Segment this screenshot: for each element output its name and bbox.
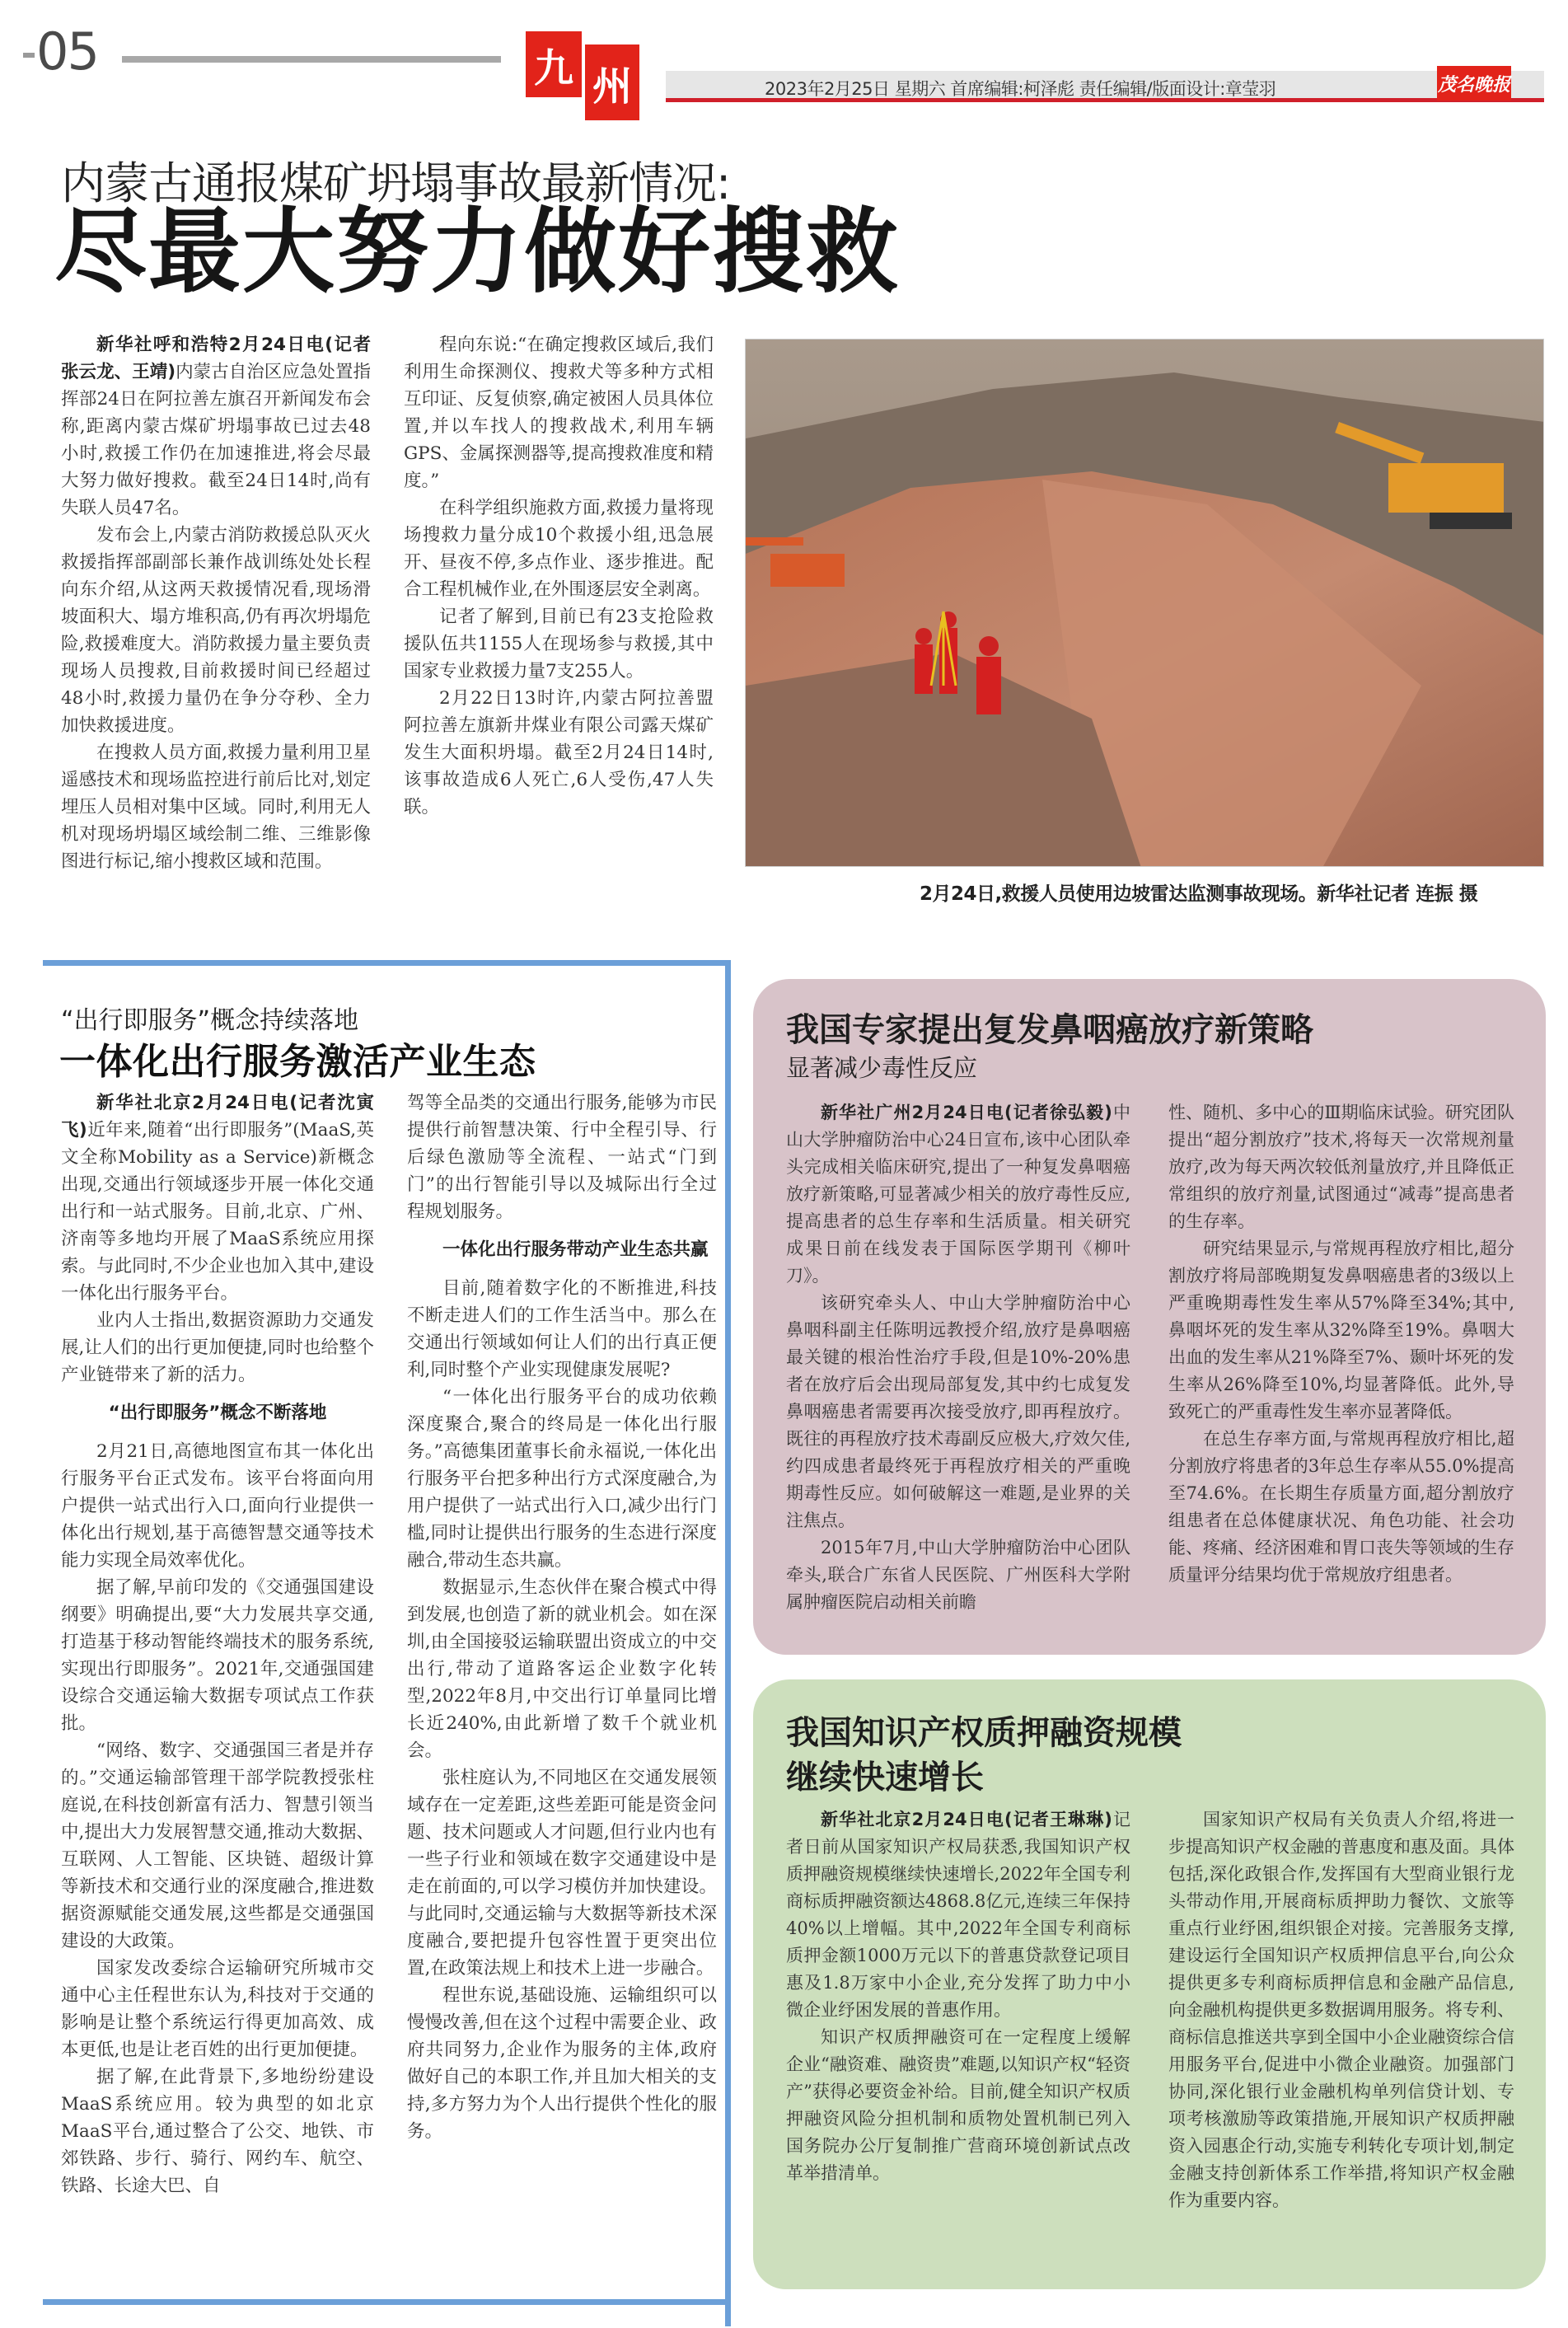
maas-paragraph: “一体化出行服务平台的成功依赖深度聚合,聚合的终局是一体化出行服务。”高德集团董事长俞永福说,一体化出行服务平台把多种出行方式深度融合,为用户提供了一站式出行入口,减少出行门槛,同时让提供出行服务的生态进行深度融合,带动生态共赢。 <box>407 1387 717 1571</box>
maas-paragraph: 业内人士指出,数据资源助力交通发展,让人们的出行更加便捷,同时也给整个产业链带来了新的活力。 <box>61 1310 374 1385</box>
maas-paragraph: 2月21日,高德地图宣布其一体化出行服务平台正式发布。该平台将面向用户提供一站式出行入口,面向行业提供一体化出行规划,基于高德智慧交通等技术能力实现全局效率优化。 <box>61 1441 374 1571</box>
lead-paragraph: 在科学组织施救方面,救援力量将现场搜救力量分成10个救援小组,迅急展开、昼夜不停,多点作业、逐步推进。配合工程机械作业,在外围逐层安全剥离。 <box>404 498 714 600</box>
cancer-byline: 新华社广州2月24日电(记者徐弘毅) <box>821 1103 1112 1122</box>
maas-kicker: “出行即服务”概念持续落地 <box>61 1006 359 1035</box>
rescue-photo <box>745 339 1544 867</box>
maas-paragraph: “网络、数字、交通强国三者是并存的。”交通运输部管理干部学院教授张柱庭说,在科技创新富有活力、智慧引领当中,提出大力发展智慧交通,推动大数据、互联网、人工智能、区块链、超级计算等新技术和交通行业的深度融合,推进数据资源赋能交通发展,这些都是交通强国建设的大政策。 <box>61 1740 374 1951</box>
ip-paragraph: 知识产权质押融资可在一定程度上缓解企业“融资难、融资贵”难题,以知识产权“轻资产”获得必要资金补给。目前,健全知识产权质押融资风险分担机制和质物处置机制已列入国务院办公厅复制推广营商环境创新试点改革举措清单。 <box>786 2027 1130 2183</box>
section-logo-char-2: 州 <box>585 44 639 120</box>
lead-headline: 尽最大努力做好搜救 <box>54 199 900 306</box>
maas-paragraph: 据了解,在此背景下,多地纷纷建设MaaS系统应用。较为典型的如北京MaaS平台,通过整合了公交、地铁、市郊铁路、步行、骑行、网约车、航空、铁路、长途大巴、自 <box>61 2067 374 2196</box>
maas-paragraph: 目前,随着数字化的不断推进,科技不断走进人们的工作生活当中。那么在交通出行领域如何让人们的出行真正便利,同时整个产业实现健康发展呢? <box>407 1278 717 1380</box>
page-number-rule <box>122 56 501 63</box>
cancer-paragraph: 2015年7月,中山大学肿瘤防治中心团队牵头,联合广东省人民医院、广州医科大学附属肿瘤医院启动相关前瞻 <box>786 1538 1130 1612</box>
lead-paragraph: 在搜救人员方面,救援力量利用卫星遥感技术和现场监控进行前后比对,划定埋压人员相对集中区域。同时,利用无人机对现场坍塌区域绘制二维、三维影像图进行标记,缩小搜救区域和范围。 <box>61 742 371 872</box>
maas-paragraph: 驾等全品类的交通出行服务,能够为市民提供行前智慧决策、行中全程引导、行后绿色激励等全流程、一站式“门到门”的出行智能引导以及城际出行全过程规划服务。 <box>407 1093 717 1222</box>
ip-headline-line-1: 我国知识产权质押融资规模 <box>786 1714 1182 1752</box>
cancer-article-column-2 <box>1168 1099 1514 1635</box>
maas-subhead-1: “出行即服务”概念不断落地 <box>108 1403 327 1423</box>
maas-headline: 一体化出行服务激活产业生态 <box>59 1041 536 1083</box>
cancer-paragraph: 该研究牵头人、中山大学肿瘤防治中心鼻咽科副主任陈明远教授介绍,放疗是鼻咽癌最关键的根治性治疗手段,但是10%-20%患者在放疗后会出现局部复发,其中约七成复发鼻咽癌患者需要再次接受放疗,即再程放疗。既往的再程放疗技术毒副反应极大,疗效欠佳,约四成患者最终死于再程放疗相关的严重晚期毒性反应。如何破解这一难题,是业界的关注焦点。 <box>786 1293 1130 1530</box>
lead-article-column-2 <box>404 331 714 908</box>
cancer-paragraph: 中山大学肿瘤防治中心24日宣布,该中心团队牵头完成相关临床研究,提出了一种复发鼻咽癌放疗新策略,可显著减少相关的放疗毒性反应,提高患者的总生存率和生活质量。相关研究成果日前在线发表于国际医学期刊《柳叶刀》。 <box>786 1103 1130 1286</box>
section-logo-char-1: 九 <box>526 31 582 97</box>
lead-paragraph: 内蒙古自治区应急处置指挥部24日在阿拉善左旗召开新闻发布会称,距离内蒙古煤矿坍塌事故已过去48小时,救援工作仍在加速推进,将会尽最大努力做好搜救。截至24日14时,尚有失联人员47名。 <box>61 362 371 518</box>
cancer-headline: 我国专家提出复发鼻咽癌放疗新策略 <box>786 1011 1313 1049</box>
cancer-article-column-1 <box>786 1099 1130 1635</box>
maas-paragraph: 程世东说,基础设施、运输组织可以慢慢改善,但在这个过程中需要企业、政府共同努力,企业作为服务的主体,政府做好自己的本职工作,并且加大相关的支持,多方努力为个人出行提供个性化的服务。 <box>407 1985 717 2142</box>
rescuer-1 <box>915 628 933 694</box>
rescuer-3 <box>976 636 1001 714</box>
ip-byline: 新华社北京2月24日电(记者王琳琳) <box>821 1810 1112 1829</box>
ip-paragraph: 记者日前从国家知识产权局获悉,我国知识产权质押融资规模继续快速增长,2022年全国专利商标质押融资额达4868.8亿元,连续三年保持40%以上增幅。其中,2022年全国专利商标质押金额1000万元以下的普惠贷款登记项目惠及1.8万家中小企业,充分发挥了助力中小微企业纾困发展的普惠作用。 <box>786 1810 1130 2020</box>
maas-article-column-2 <box>407 1089 717 2293</box>
ip-article-column-2 <box>1168 1806 1514 2268</box>
dateline-bar <box>666 71 1544 102</box>
maas-paragraph: 国家发改委综合运输研究所城市交通中心主任程世东认为,科技对于交通的影响是让整个系统运行得更加高效、成本更低,也是让老百姓的出行更加便捷。 <box>61 1958 374 2060</box>
cancer-paragraph: 研究结果显示,与常规再程放疗相比,超分割放疗将局部晚期复发鼻咽癌患者的3级以上严重晚期毒性发生率从57%降至34%;其中,鼻咽坏死的发生率从32%降至19%。鼻咽大出血的发生率从21%降至7%、颞叶坏死的发生率从26%降至10%,均显著降低。此外,导致死亡的严重毒性发生率亦显著降低。 <box>1168 1239 1514 1422</box>
ip-headline <box>786 1711 1182 1800</box>
paper-logo: 茂名晚报 <box>1437 66 1511 101</box>
maas-story-bottom-rule <box>43 2299 731 2305</box>
cancer-paragraph: 在总生存率方面,与常规再程放疗相比,超分割放疗将患者的3年总生存率从55.0%提高至74.6%。在长期生存质量方面,超分割放疗组患者在总体健康状况、角色功能、社会功能、疼痛、经济困难和胃口丧失等领域的生存质量评分结果均优于常规放疗组患者。 <box>1168 1429 1514 1585</box>
photo-caption: 2月24日,救援人员使用边坡雷达监测事故现场。新华社记者 连振 摄 <box>920 883 1478 905</box>
maas-article-column-1 <box>61 1089 374 2293</box>
cancer-subtitle: 显著减少毒性反应 <box>786 1054 978 1082</box>
maas-paragraph: 张柱庭认为,不同地区在交通发展领域存在一定差距,这些差距可能是资金问题、技术问题或人才问题,但行业内也有一些子行业和领域在数字交通建设中是走在前面的,可以学习模仿并加快建设。与此同时,交通运输与大数据等新技术深度融合,要把提升包容性置于更突出位置,在政策法规上和技术上进一步融合。 <box>407 1768 717 1979</box>
page-number: 05 <box>23 26 98 77</box>
ip-paragraph: 国家知识产权局有关负责人介绍,将进一步提高知识产权金融的普惠度和惠及面。具体包括,深化政银合作,发挥国有大型商业银行龙头带动作用,开展商标质押助力餐饮、文旅等重点行业纾困,组织银企对接。完善服务支撑,建设运行全国知识产权质押信息平台,向公众提供更多专利商标质押信息和金融产品信息,向金融机构提供更多数据调用服务。将专利、商标信息推送共享到全国中小企业融资综合信用服务平台,促进中小微企业融资。加强部门协同,深化银行业金融机构单列信贷计划、专项考核激励等政策措施,开展知识产权质押融资入园惠企行动,实施专利转化专项计划,制定金融支持创新体系工作举措,将知识产权金融作为重要内容。 <box>1168 1810 1514 2210</box>
lead-paragraph: 2月22日13时许,内蒙古阿拉善盟阿拉善左旗新井煤业有限公司露天煤矿发生大面积坍塌。截至2月24日14时,该事故造成6人死亡,6人受伤,47人失联。 <box>404 688 714 817</box>
maas-paragraph: 近年来,随着“出行即服务”(MaaS,英文全称Mobility as a Service)新概念出现,交通出行领域逐步开展一体化交通出行和一站式服务。目前,北京、广州、济南等多地均开展了MaaS系统应用探索。与此同时,不少企业也加入其中,建设一体化出行服务平台。 <box>61 1120 374 1304</box>
maas-paragraph: 据了解,早前印发的《交通强国建设纲要》明确提出,要“大力发展共享交通,打造基于移动智能终端技术的服务系统,实现出行即服务”。2021年,交通强国建设综合交通运输大数据专项试点工作获批。 <box>61 1577 374 1734</box>
maas-paragraph: 数据显示,生态伙伴在聚合模式中得到发展,也创造了新的就业机会。如在深圳,由全国接驳运输联盟出资成立的中交出行,带动了道路客运企业数字化转型,2022年8月,中交出行订单量同比增长近240%,由此新增了数千个就业机会。 <box>407 1577 717 1761</box>
maas-byline: 新华社北京2月24日电(记者沈寅飞) <box>61 1093 374 1141</box>
lead-article-column-1 <box>61 331 371 908</box>
cancer-paragraph: 性、随机、多中心的Ⅲ期临床试验。研究团队提出“超分割放疗”技术,将每天一次常规剂量放疗,改为每天两次较低剂量放疗,并且降低正常组织的放疗剂量,试图通过“减毒”提高患者的生存率。 <box>1168 1103 1514 1231</box>
lead-paragraph: 记者了解到,目前已有23支抢险救援队伍共1155人在现场参与救援,其中国家专业救援力量7支255人。 <box>404 607 714 682</box>
maas-subhead-2: 一体化出行服务带动产业生态共赢 <box>442 1239 709 1260</box>
lead-byline: 新华社呼和浩特2月24日电(记者张云龙、王靖) <box>61 335 371 382</box>
lead-paragraph: 程向东说:“在确定搜救区域后,我们利用生命探测仪、搜救犬等多种方式相互印证、反复侦察,确定被困人员具体位置,并以车找人的搜救战术,利用车辆GPS、金属探测器等,提高搜救准度和精度。” <box>404 335 714 491</box>
lead-kicker: 内蒙古通报煤矿坍塌事故最新情况: <box>61 157 731 209</box>
lead-paragraph: 发布会上,内蒙古消防救援总队灭火救援指挥部副部长兼作战训练处处长程向东介绍,从这两天救援情况看,现场滑坡面积大、塌方堆积高,仍有再次坍塌危险,救援难度大。消防救援力量主要负责现场人员搜救,目前救援时间已经超过48小时,救援力量仍在争分夺秒、全力加快救援进度。 <box>61 525 371 736</box>
ip-headline-line-2: 继续快速增长 <box>786 1759 984 1796</box>
dateline: 2023年2月25日 星期六 首席编辑:柯泽彪 责任编辑/版面设计:章莹羽 <box>765 79 1276 99</box>
ip-article-column-1 <box>786 1806 1130 2268</box>
